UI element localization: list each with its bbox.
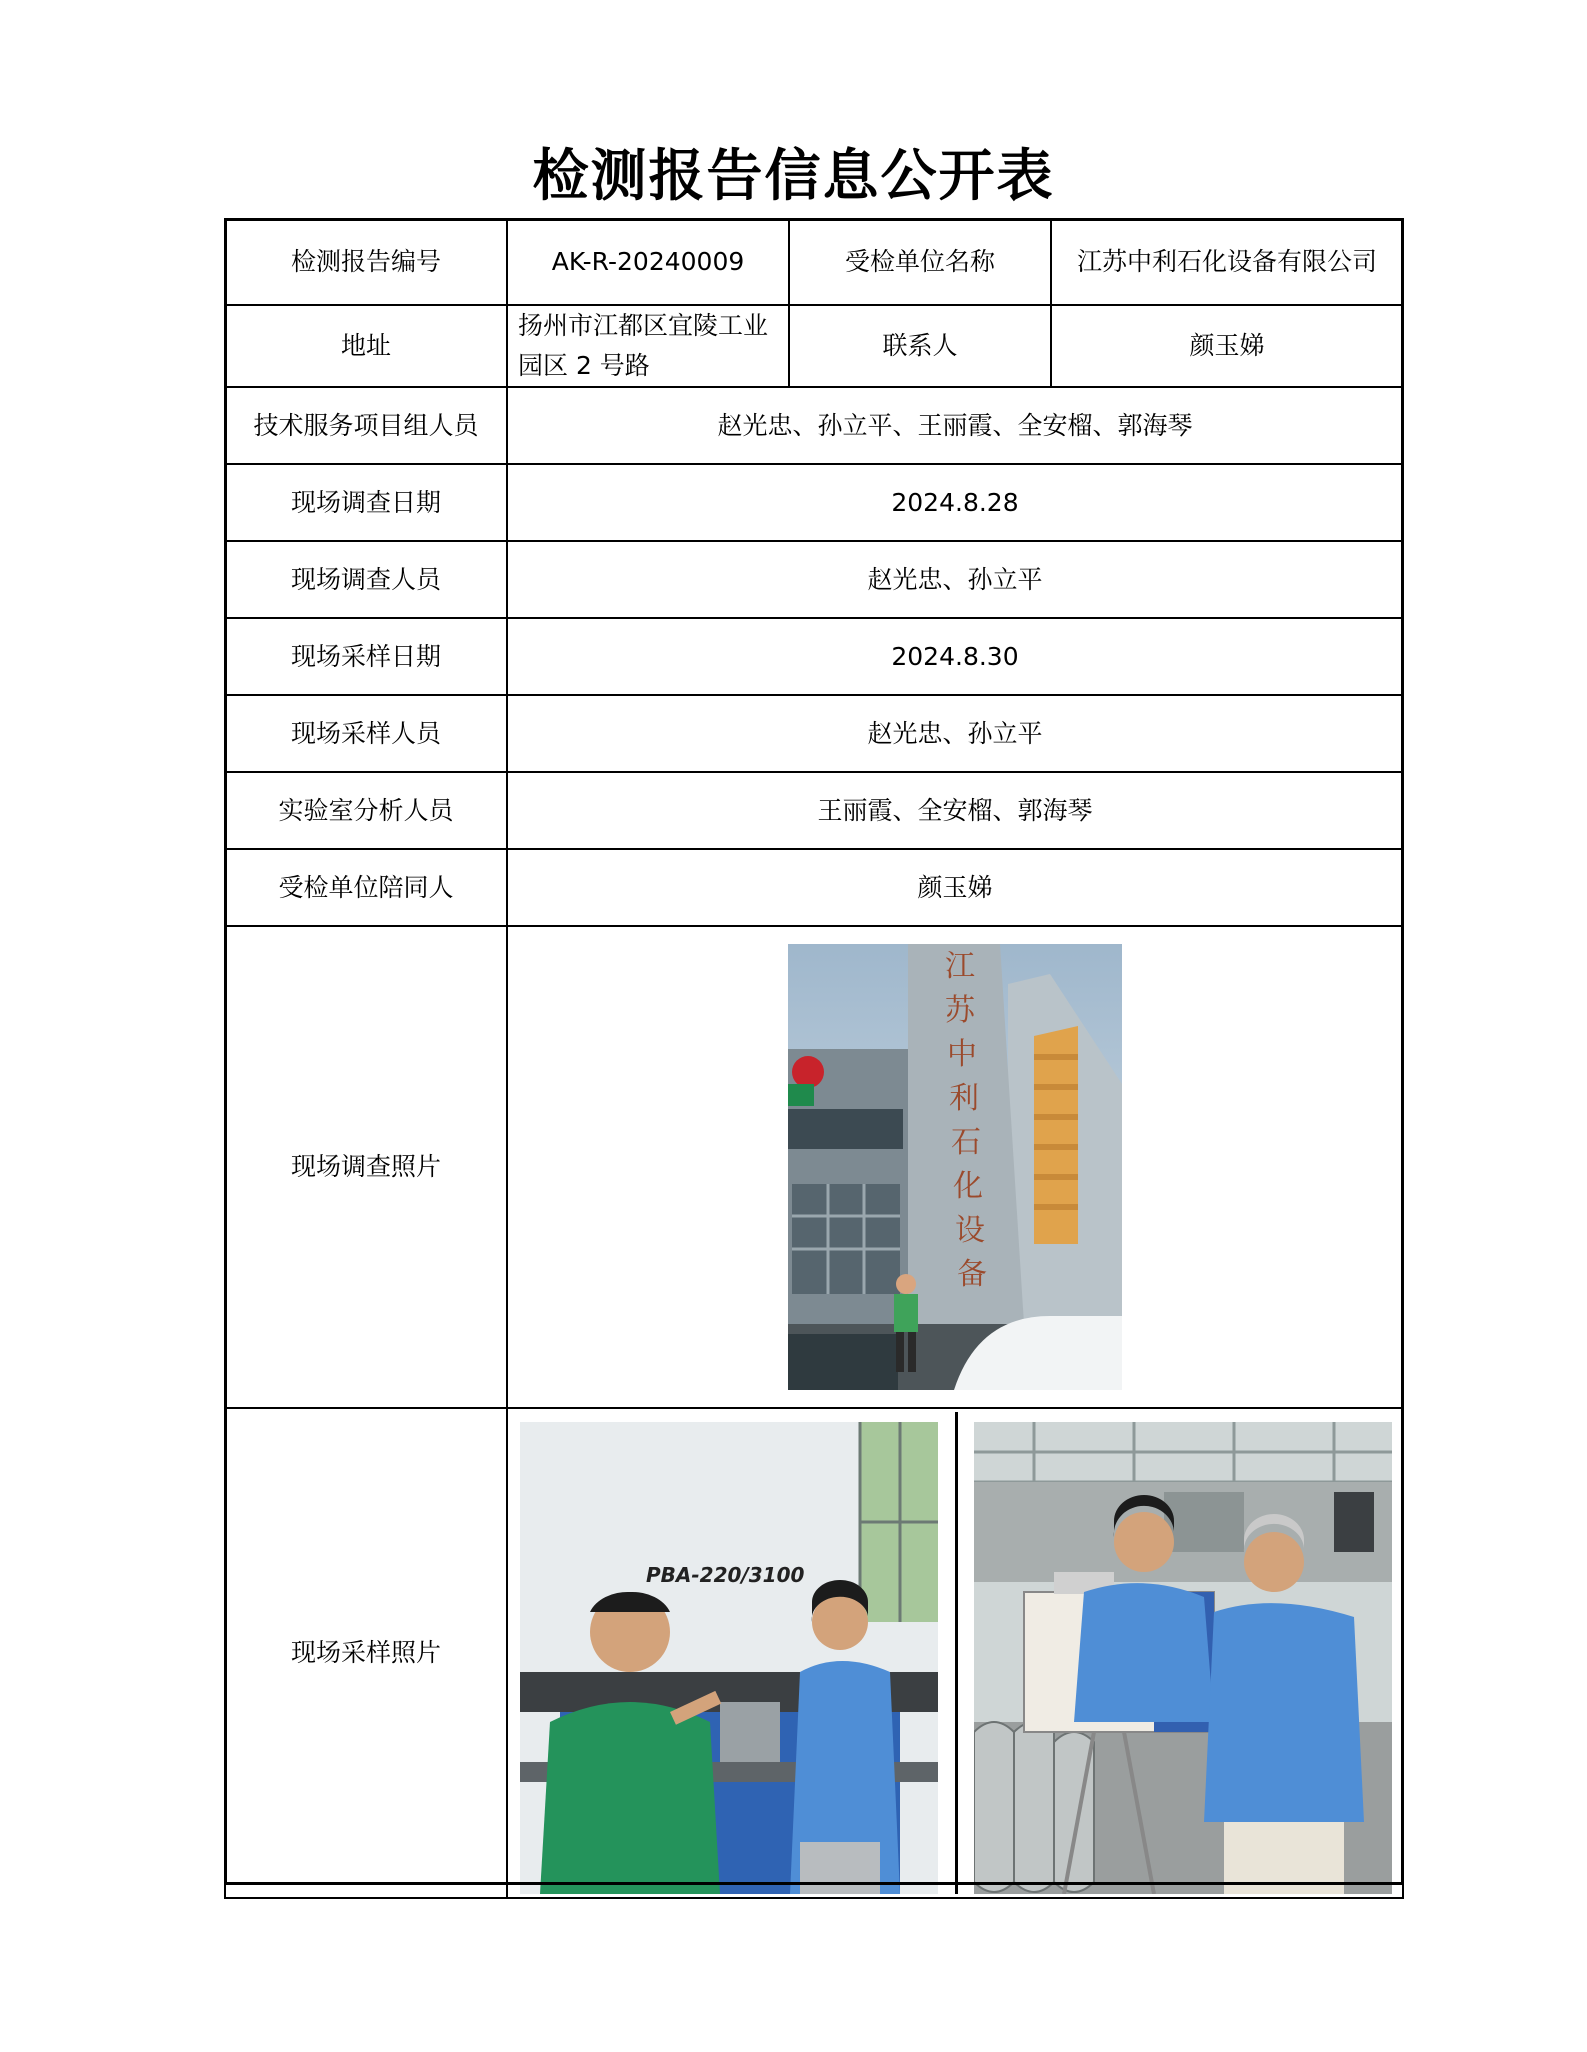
team-value: 赵光忠、孙立平、王丽霞、全安榴、郭海琴 [507, 387, 1403, 464]
survey-date-value: 2024.8.28 [507, 464, 1403, 541]
table-row [225, 305, 1403, 387]
sampling-photo-cell [507, 1408, 1403, 1898]
table-row [225, 219, 1403, 305]
lab-staff-label: 实验室分析人员 [225, 772, 507, 849]
unit-name-value: 江苏中利石化设备有限公司 [1051, 219, 1403, 305]
contact-label: 联系人 [789, 305, 1051, 387]
report-info-table [224, 218, 1404, 1899]
report-no-label: 检测报告编号 [225, 219, 507, 305]
sampling-date-label: 现场采样日期 [225, 618, 507, 695]
escort-value: 颜玉娣 [507, 849, 1403, 926]
sampling-photo-label: 现场采样照片 [225, 1408, 507, 1898]
svg-text:化: 化 [953, 1169, 983, 1204]
sampling-staff-value: 赵光忠、孙立平 [507, 695, 1403, 772]
machine-model-label: PBA-220/3100 [646, 1563, 805, 1587]
table-row [225, 464, 1403, 541]
report-no-value: AK-R-20240009 [507, 219, 789, 305]
svg-text:石: 石 [951, 1125, 981, 1160]
svg-text:设: 设 [955, 1213, 985, 1248]
lab-staff-value: 王丽霞、全安榴、郭海琴 [507, 772, 1403, 849]
table-row [225, 772, 1403, 849]
svg-text:利: 利 [949, 1081, 979, 1116]
table-row [225, 849, 1403, 926]
sampling-photo-left [508, 1412, 938, 1894]
table-row [225, 618, 1403, 695]
survey-photo [788, 944, 1122, 1390]
address-value: 扬州市江都区宜陵工业园区 2 号路 [507, 305, 789, 387]
unit-name-label: 受检单位名称 [789, 219, 1051, 305]
svg-text:江: 江 [945, 949, 975, 984]
escort-label: 受检单位陪同人 [225, 849, 507, 926]
sampling-staff-label: 现场采样人员 [225, 695, 507, 772]
page-title: 检测报告信息公开表 [532, 144, 1055, 209]
svg-text:中: 中 [947, 1037, 977, 1072]
table-row [225, 926, 1403, 1408]
sampling-photo-right-image [974, 1422, 1392, 1894]
survey-photo-cell [507, 926, 1403, 1408]
sampling-photo-right [974, 1412, 1402, 1894]
svg-text:备: 备 [957, 1257, 987, 1292]
survey-photo-label: 现场调查照片 [225, 926, 507, 1408]
contact-value: 颜玉娣 [1051, 305, 1403, 387]
table-row [225, 387, 1403, 464]
sampling-date-value: 2024.8.30 [507, 618, 1403, 695]
table-row [225, 695, 1403, 772]
survey-date-label: 现场调查日期 [225, 464, 507, 541]
sampling-photos [508, 1412, 1402, 1894]
svg-text:苏: 苏 [945, 993, 975, 1028]
table-row [225, 541, 1403, 618]
survey-staff-value: 赵光忠、孙立平 [507, 541, 1403, 618]
sampling-photo-left-image [520, 1422, 938, 1894]
address-label: 地址 [225, 305, 507, 387]
team-label: 技术服务项目组人员 [225, 387, 507, 464]
table-row [225, 1408, 1403, 1898]
survey-photo-image [788, 944, 1122, 1390]
survey-staff-label: 现场调查人员 [225, 541, 507, 618]
photo-separator [955, 1412, 958, 1894]
